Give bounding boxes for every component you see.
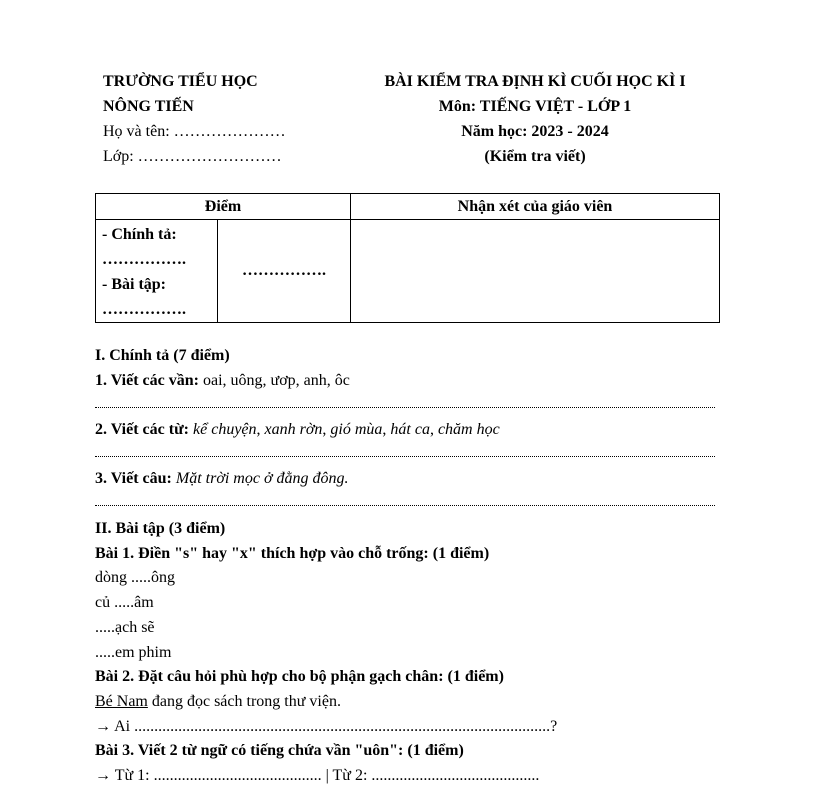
q2-sep: , (256, 421, 265, 438)
student-class-field: Lớp: ……………………… (103, 148, 282, 165)
exercise2-sentence (95, 692, 341, 712)
q2-word: gió mùa (330, 421, 383, 438)
question3-label: 3. Viết câu: (95, 470, 172, 487)
teacher-comment-cell (351, 220, 720, 323)
q2-word: chăm học (437, 421, 500, 438)
answer-line-2 (95, 456, 715, 457)
exercise3-answer-line: → Từ 1: .......................................... | Từ 2: .......................................... (95, 767, 540, 784)
school-name-line2: NÔNG TIẾN (103, 98, 194, 115)
question2-label: 2. Viết các từ: (95, 421, 190, 438)
question1 (95, 371, 350, 391)
comment-header: Nhận xét của giáo viên (351, 194, 720, 220)
q2-sep: , (322, 421, 331, 438)
score-header: Điểm (96, 194, 351, 220)
q2-sep: , (429, 421, 438, 438)
score-table (95, 193, 720, 323)
section1-title: I. Chính tả (7 điểm) (95, 347, 230, 364)
exercise2-title: Bài 2. Đặt câu hỏi phù hợp cho bộ phận gạch chân: (1 điểm) (95, 668, 504, 685)
underlined-subject: Bé Nam (95, 693, 148, 710)
bai-tap-score-blank: ……………. (102, 301, 186, 318)
question2 (95, 420, 500, 440)
question1-text: oai, uông, ươp, anh, ôc (198, 372, 350, 389)
school-year: Năm học: 2023 - 2024 (461, 123, 609, 140)
exercise1-item: dòng .....ông (95, 569, 175, 586)
exercise1-item: củ .....âm (95, 594, 154, 611)
q2-word: xanh rờn (264, 421, 323, 438)
answer-line-1 (95, 407, 715, 408)
q2-word: hát ca (390, 421, 430, 438)
exercise1-item: .....ạch sẽ (95, 619, 155, 636)
q2-sep: , (382, 421, 391, 438)
exam-title: BÀI KIỂM TRA ĐỊNH KÌ CUỐI HỌC KÌ I (384, 73, 686, 90)
exercise3-title: Bài 3. Viết 2 từ ngữ có tiếng chứa vần "uôn": (1 điểm) (95, 742, 464, 759)
school-name-line1: TRƯỜNG TIỂU HỌC (103, 73, 258, 90)
score-breakdown-cell (96, 220, 218, 323)
sentence-rest: đang đọc sách trong thư viện. (147, 693, 341, 710)
student-name-field: Họ và tên: ………………… (103, 123, 286, 140)
question3 (95, 469, 349, 489)
bai-tap-score-label: - Bài tập: (102, 276, 166, 293)
question1-label: 1. Viết các vần: (95, 372, 199, 389)
exercise1-title: Bài 1. Điền "s" hay "x" thích hợp vào chỗ trống: (1 điểm) (95, 545, 490, 562)
exam-subject: Môn: TIẾNG VIỆT - LỚP 1 (438, 98, 632, 115)
section2-title: II. Bài tập (3 điểm) (95, 520, 226, 537)
answer-line-3 (95, 505, 715, 506)
question3-text: Mặt trời mọc ở đằng đông. (175, 470, 349, 487)
q2-word: kể chuyện (193, 421, 257, 438)
chinh-ta-score-label: - Chính tả: (102, 226, 177, 243)
chinh-ta-score-blank: ……………. (102, 251, 186, 268)
exercise1-item: .....em phim (95, 644, 172, 661)
exercise2-answer-line: → Ai ........................................................................................................? (95, 718, 558, 735)
exam-type: (Kiểm tra viết) (484, 148, 586, 165)
total-score-blank: ……………. (218, 220, 351, 323)
